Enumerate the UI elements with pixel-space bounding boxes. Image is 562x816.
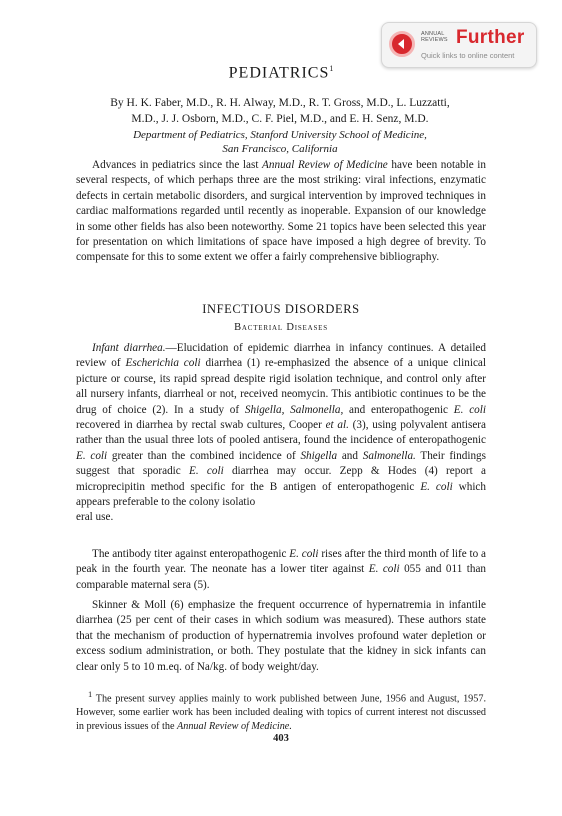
truncated-line: eral use.: [76, 511, 114, 524]
article-title: [0, 64, 562, 82]
paragraph-lead: Infant diarrhea.: [92, 342, 166, 354]
authors-line-1: By H. K. Faber, M.D., R. H. Alway, M.D., R. T. Gross, M.D., L. Luzzatti,: [110, 97, 450, 109]
authors-line-2: M.D., J. J. Osborn, M.D., C. F. Piel, M.D., and E. H. Senz, M.D.: [131, 113, 429, 125]
page-number: 403: [273, 733, 289, 744]
badge-publisher: [421, 31, 448, 43]
affiliation: [60, 128, 500, 156]
title-text: PEDIATRICS: [228, 64, 330, 82]
subsection-heading: Bacterial Diseases: [234, 322, 328, 333]
further-badge-link[interactable]: [381, 22, 537, 68]
author-list: [60, 95, 500, 127]
footnote-mark: 1: [88, 689, 93, 699]
affiliation-line-2: San Francisco, California: [222, 143, 338, 155]
section-heading: INFECTIOUS DISORDERS: [202, 302, 360, 316]
footnote: $^1$ The present survey applies mainly to work published between June, 1956 and August, 1957. However, some earlier work has been included dealing with topics of current interest not discussed in previous issues of the Annual Review of Medicine.: [76, 689, 486, 733]
intro-paragraph: Advances in pediatrics since the last Annual Review of Medicine have been notable in several respects, of which perhaps three are the most striking: viral infections, enzymatic defects in certain metabolic disorders, and surgical intervention by improved techniques in cardiac malformations regarded until recently as inoperable. Expansion of our knowledge in some other fields has also been noteworthy. Some 21 topics have been selected this year for presentation on which limitations of space have imposed a high degree of brevity. To compensate for this to some extent we offer a fairly comprehensive bibliography.: [76, 159, 486, 264]
badge-further-text: Further: [456, 27, 525, 48]
title-footnote-mark[interactable]: 1: [329, 64, 334, 73]
antibody-paragraph: The antibody titer against enteropathogenic E. coli rises after the third month of life to a peak in the fourth year. The neonate has a lower titer against E. coli 055 and 011 than comparable maternal sera (5).: [76, 548, 487, 591]
infant-diarrhea-paragraph: Infant diarrhea.—Elucidation of epidemic diarrhea in infancy continues. A detailed review of Escherichia coli diarrhea (1) re-emphasized the absence of a unique clinical picture or course, its rapid spread despite rigid isolation technique, and control only after all nursery infants, diarrheal or not, received neomycin. This antibiotic continues to be the drug of choice (2). In a study of Shigella, Salmonella, and enteropathogenic E. coli recovered in diarrhea by rectal swab cultures, Cooper et al. (3), using polyvalent antisera rather than the usual three lots of pooled antisera, found the incidence of enteropathogenic E. coli greater than the combined incidence of Shigella and Salmonella. Their findings suggest that sporadic E. coli diarrhea may occur. Zepp & Hodes (4) report a microprecipitin method specific for the B antigen of enteropathogenic E. coli which appears preferable to the colony isolatio eral use.: [76, 342, 486, 524]
badge-subtitle: Quick links to online content: [421, 51, 515, 60]
affiliation-line-1: Department of Pediatrics, Stanford University School of Medicine,: [133, 129, 427, 141]
hypernatremia-paragraph: Skinner & Moll (6) emphasize the frequent occurrence of hypernatremia in infantile diarrhea (25 per cent of their cases in which sodium was measured). These authors state that the mechanism of production of hypernatremia involves profound water depletion or excess sodium administration, or both. They postulate that the kidney in sick infants can clear only 5 to 10 m.eq. of Na/kg. of body weight/day.: [76, 599, 486, 673]
badge-annual: ANNUAL: [421, 31, 445, 37]
play-arrow-icon: [389, 31, 415, 57]
badge-reviews: REVIEWS: [421, 37, 448, 43]
